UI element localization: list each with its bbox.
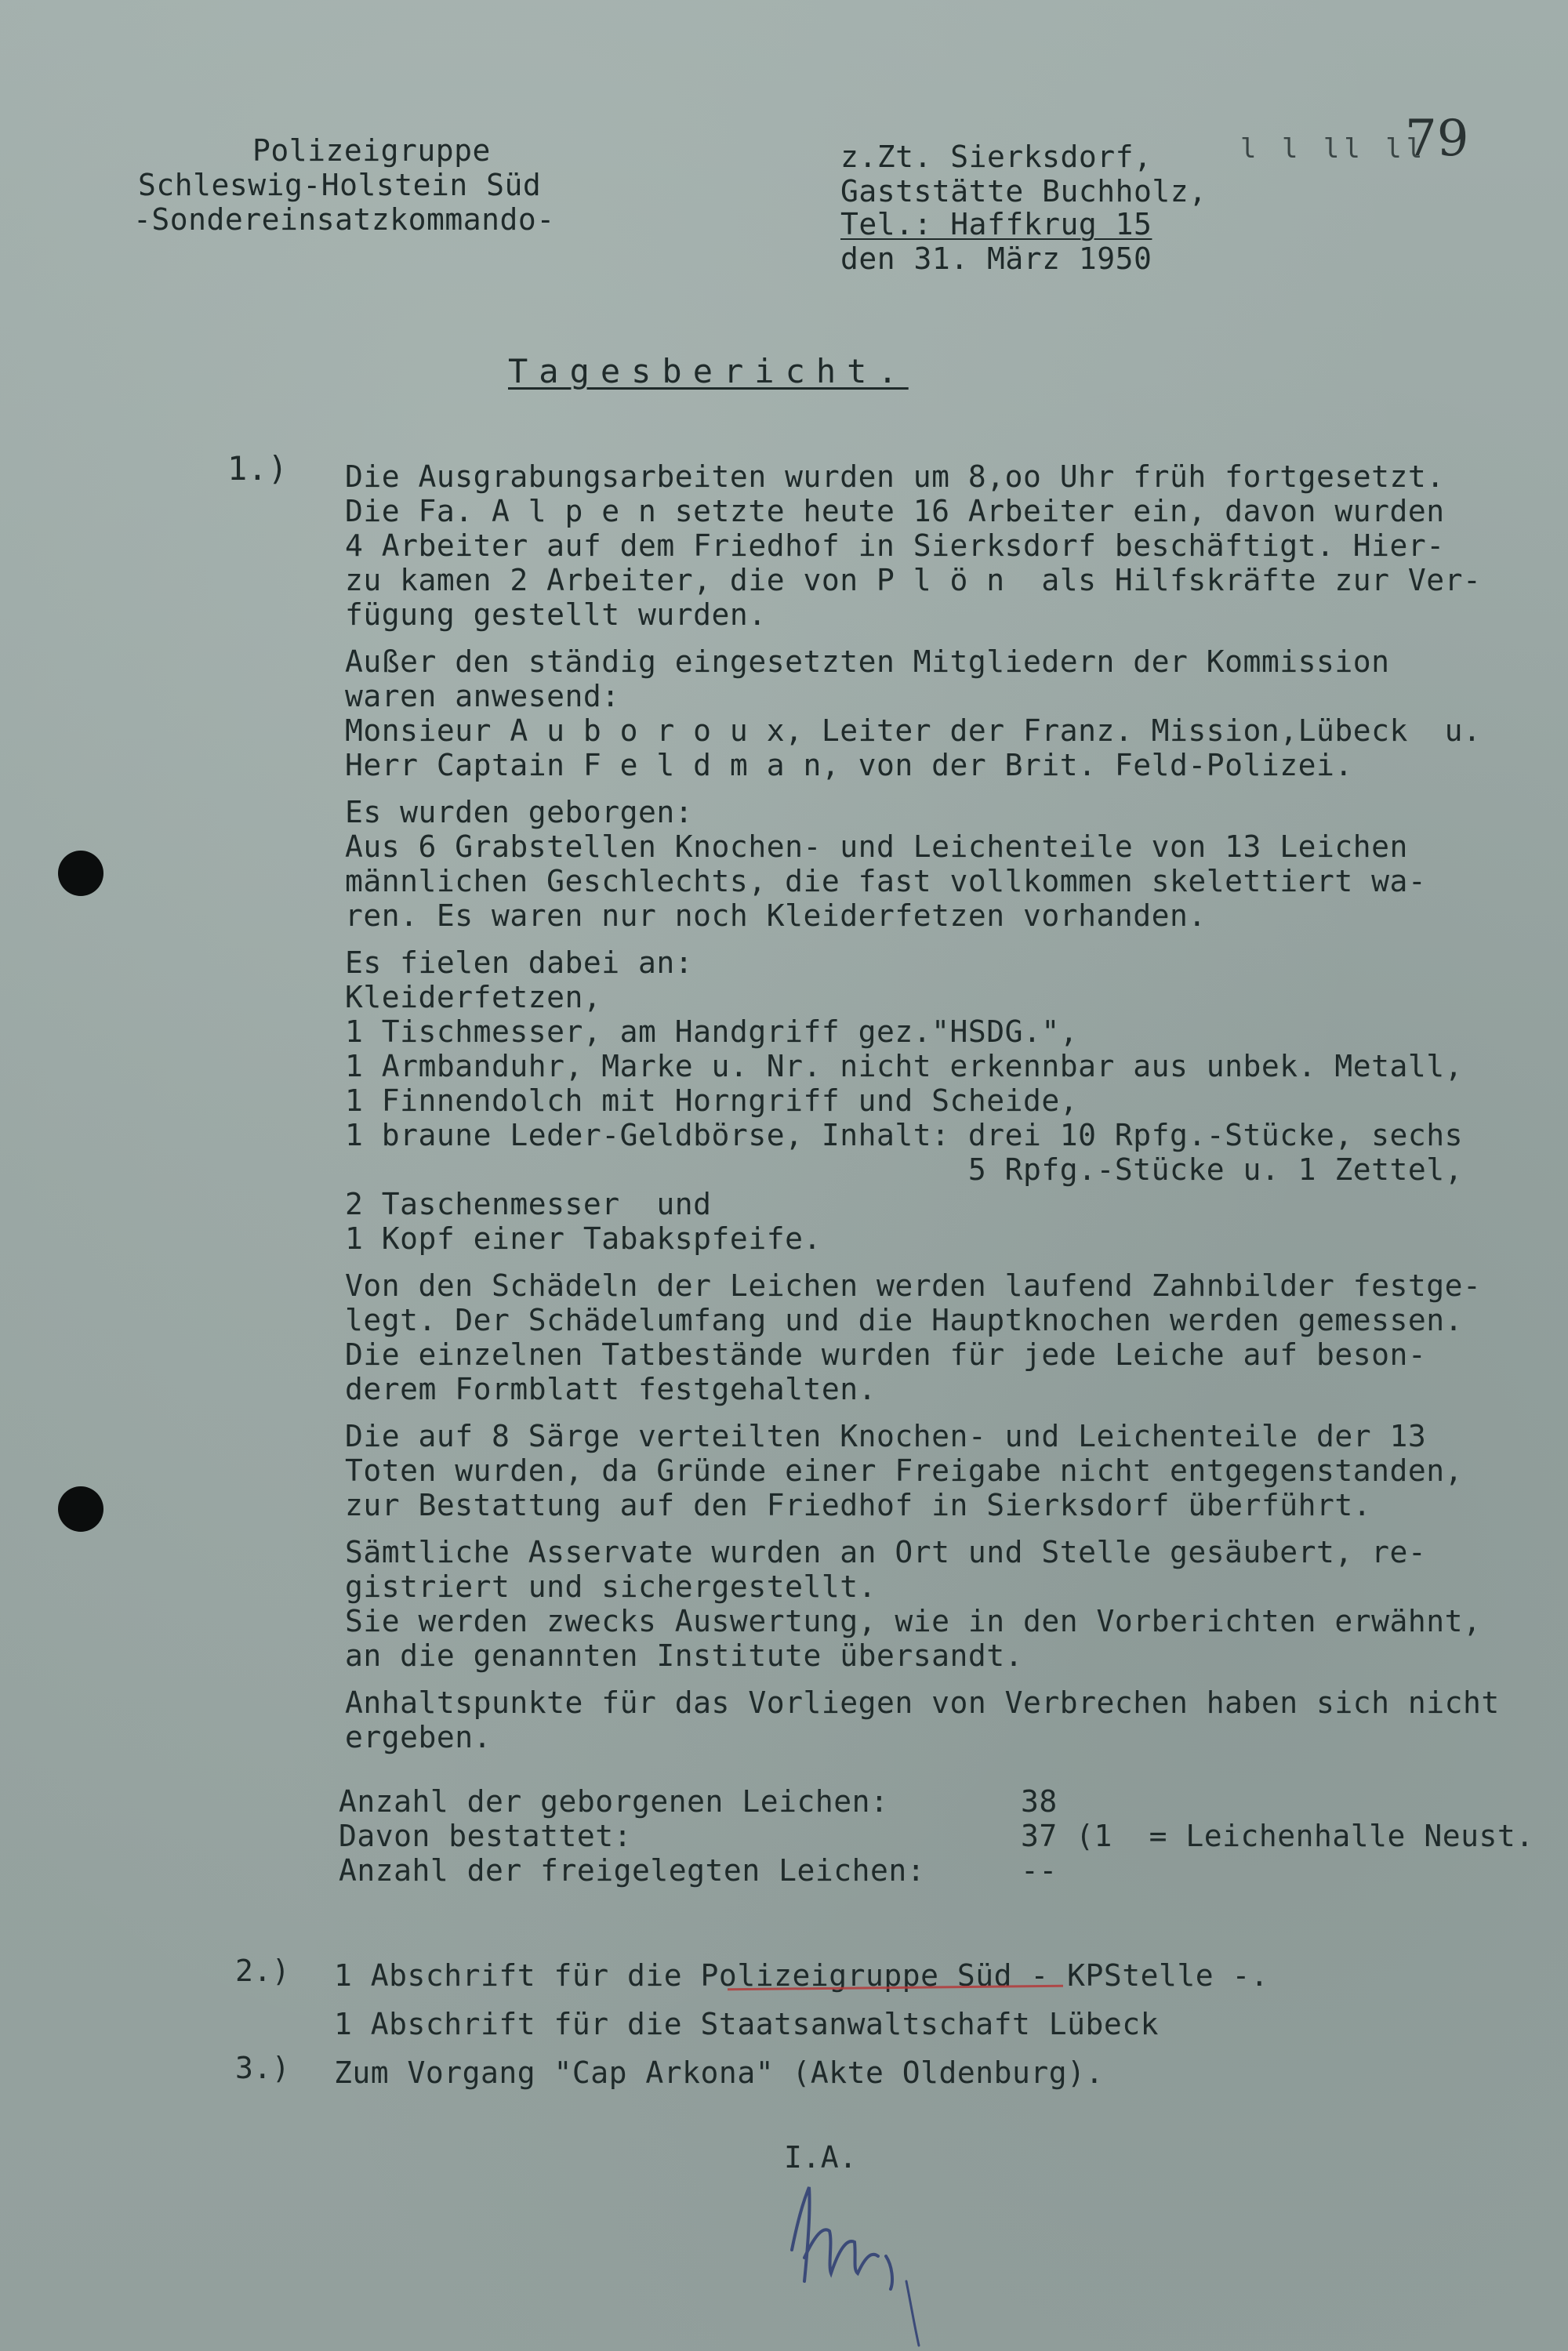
stat-value: 37 (1 = Leichenhalle Neust. <box>1021 1819 1534 1853</box>
paragraph-2-line: waren anwesend: <box>345 679 620 713</box>
section-1-number: 1.) <box>227 449 289 488</box>
stat-value: 38 <box>1021 1784 1058 1819</box>
paragraph-5-line: Von den Schädeln der Leichen werden laufend Zahnbilder festge- <box>345 1268 1482 1303</box>
paragraph-1-line: Die Ausgrabungsarbeiten wurden um 8,oo Uhr früh fortgesetzt. <box>345 459 1445 494</box>
paragraph-1-line: 4 Arbeiter auf dem Friedhof in Sierksdorf beschäftigt. Hier- <box>345 528 1445 563</box>
paragraph-8-line: Anhaltspunkte für das Vorliegen von Verbrechen haben sich nicht <box>345 1685 1500 1720</box>
paragraph-7-line: Sie werden zwecks Auswertung, wie in den Vorberichten erwähnt, <box>345 1604 1482 1638</box>
paragraph-7-line: gistriert und sichergestellt. <box>345 1569 877 1604</box>
telephone-line: Tel.: Haffkrug 15 <box>840 207 1152 241</box>
paragraph-8-line: ergeben. <box>345 1720 492 1754</box>
paragraph-2-line: Außer den ständig eingesetzten Mitgliedern der Kommission <box>345 644 1390 679</box>
paragraph-2-line: Herr Captain F e l d m a n, von der Brit. Feld-Polizei. <box>345 748 1353 782</box>
archive-marks: l l ll ll <box>1240 133 1428 165</box>
date-line: den 31. März 1950 <box>840 241 1152 276</box>
paragraph-3-line: Es wurden geborgen: <box>345 795 694 829</box>
report-title: Tagesbericht. <box>508 352 909 390</box>
findings-line: 1 Kopf einer Tabakspfeife. <box>345 1221 822 1256</box>
paragraph-7-line: Sämtliche Asservate wurden an Ort und Stelle gesäubert, re- <box>345 1535 1427 1569</box>
stat-label: Davon bestattet: <box>339 1819 633 1853</box>
findings-line: 1 Tischmesser, am Handgriff gez."HSDG.", <box>345 1014 1079 1049</box>
paragraph-5-line: Die einzelnen Tatbestände wurden für jede Leiche auf beson- <box>345 1337 1427 1372</box>
paragraph-6-line: Die auf 8 Särge verteilten Knochen- und Leichenteile der 13 <box>345 1419 1427 1453</box>
findings-line: 1 Finnendolch mit Horngriff und Scheide, <box>345 1083 1079 1118</box>
paragraph-5-line: legt. Der Schädelumfang und die Hauptknochen werden gemessen. <box>345 1303 1464 1337</box>
findings-line: 2 Taschenmesser und <box>345 1187 712 1221</box>
sender-line-1: Polizeigruppe <box>252 133 491 168</box>
paragraph-3-line: ren. Es waren nur noch Kleiderfetzen vorhanden. <box>345 898 1207 933</box>
distribution-line: 1 Abschrift für die Staatsanwaltschaft Lübeck <box>334 2007 1160 2041</box>
stat-label: Anzahl der freigelegten Leichen: <box>339 1853 926 1888</box>
punch-hole-bottom <box>58 1486 103 1532</box>
paragraph-1-line: zu kamen 2 Arbeiter, die von P l ö n als Hilfskräfte zur Ver- <box>345 563 1482 597</box>
location-line: z.Zt. Sierksdorf, <box>840 140 1152 174</box>
punch-hole-top <box>58 851 103 896</box>
stat-label: Anzahl der geborgenen Leichen: <box>339 1784 889 1819</box>
sender-line-2: Schleswig-Holstein Süd <box>138 168 542 202</box>
sender-line-3: -Sondereinsatzkommando- <box>133 202 555 237</box>
reference-line: Zum Vorgang "Cap Arkona" (Akte Oldenburg). <box>334 2055 1104 2090</box>
paragraph-6-line: zur Bestattung auf den Friedhof in Sierksdorf überführt. <box>345 1488 1372 1522</box>
paragraph-1-line: fügung gestellt wurden. <box>345 597 767 632</box>
findings-line: 1 Armbanduhr, Marke u. Nr. nicht erkennbar aus unbek. Metall, <box>345 1049 1464 1083</box>
findings-line: Es fielen dabei an: <box>345 945 694 980</box>
paragraph-2-line: Monsieur A u b o r o u x, Leiter der Franz. Mission,Lübeck u. <box>345 713 1482 748</box>
page-number: 79 <box>1405 110 1469 168</box>
findings-line: Kleiderfetzen, <box>345 980 602 1014</box>
stat-value: -- <box>1021 1853 1058 1888</box>
paragraph-5-line: derem Formblatt festgehalten. <box>345 1372 877 1406</box>
findings-line: 1 braune Leder-Geldbörse, Inhalt: drei 10 Rpfg.-Stücke, sechs <box>345 1118 1464 1152</box>
handwritten-signature <box>768 2164 956 2351</box>
paragraph-7-line: an die genannten Institute übersandt. <box>345 1638 1023 1673</box>
paragraph-6-line: Toten wurden, da Gründe einer Freigabe nicht entgegenstanden, <box>345 1453 1464 1488</box>
paragraph-3-line: männlichen Geschlechts, die fast vollkommen skelettiert wa- <box>345 864 1427 898</box>
distribution-line: 1 Abschrift für die Polizeigruppe Süd - KPStelle -. <box>334 1958 1269 1993</box>
venue-line: Gaststätte Buchholz, <box>840 174 1207 209</box>
paragraph-1-line: Die Fa. A l p e n setzte heute 16 Arbeiter ein, davon wurden <box>345 494 1445 528</box>
findings-line: 5 Rpfg.-Stücke u. 1 Zettel, <box>345 1152 1464 1187</box>
section-3-number: 3.) <box>235 2051 291 2085</box>
section-2-number: 2.) <box>235 1954 291 1988</box>
paragraph-3-line: Aus 6 Grabstellen Knochen- und Leichenteile von 13 Leichen <box>345 829 1408 864</box>
signature-prefix: I.A. <box>784 2140 858 2175</box>
